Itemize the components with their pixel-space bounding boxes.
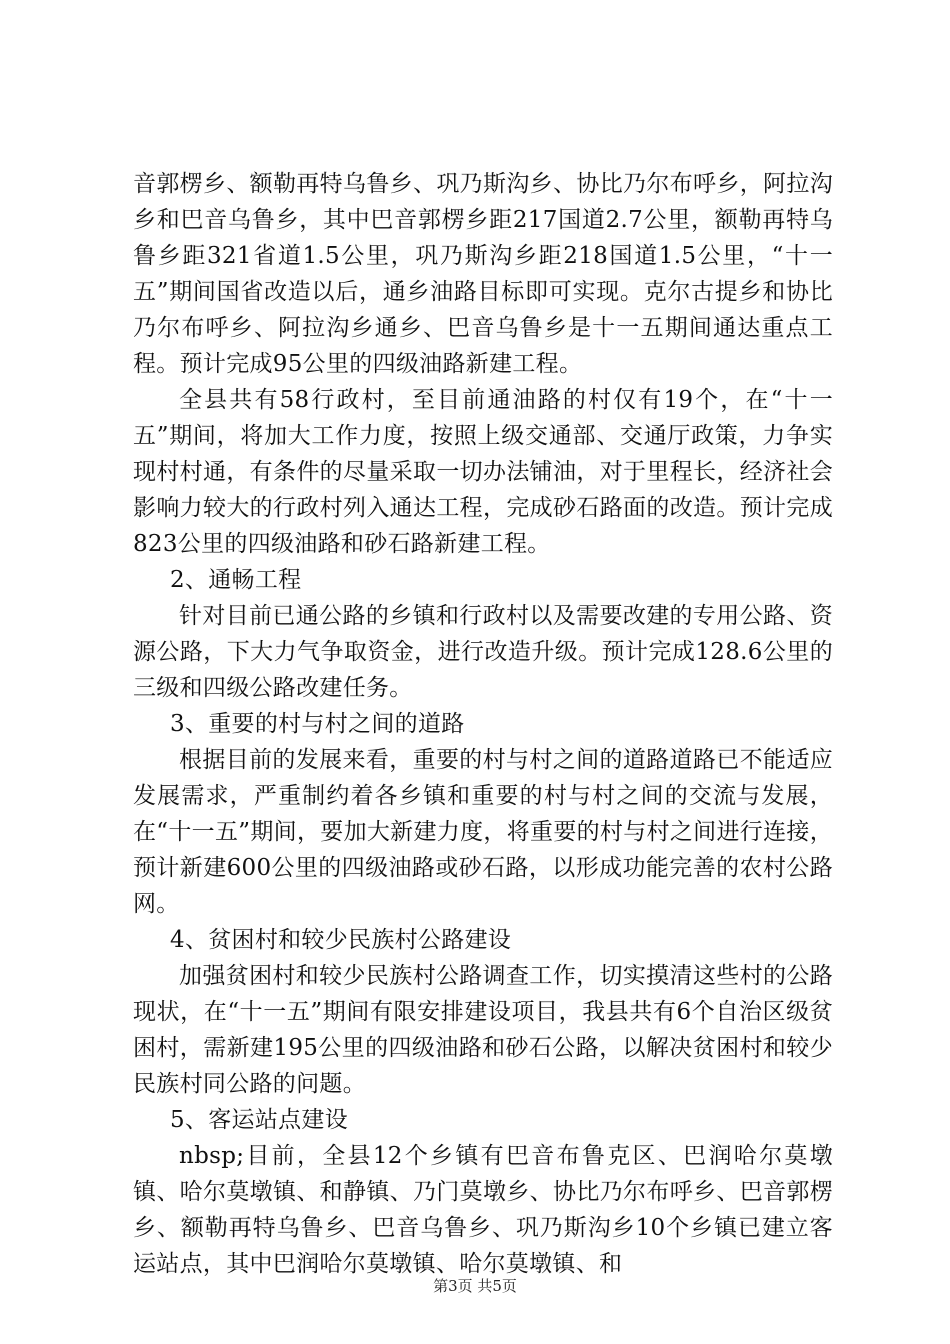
page-number-footer: 第3页 共5页 (433, 1277, 517, 1295)
section-heading-5: 5、客运站点建设 (170, 1107, 349, 1133)
paragraph-passenger-stations: nbsp;目前，全县12个乡镇有巴音布鲁克区、巴润哈尔莫墩镇、哈尔莫墩镇、和静镇、乃门莫墩乡、协比乃尔布呼乡、巴音郭楞乡、额勒再特乌鲁乡、巴音乌鲁乡、巩乃斯沟乡10个乡镇已建立客运站点，其中巴润哈尔莫墩镇、哈尔莫墩镇、和 (133, 1143, 833, 1277)
paragraph-smooth-project: 针对目前已通公路的乡镇和行政村以及需要改建的专用公路、资源公路，下大力气争取资金，进行改造升级。预计完成128.6公里的三级和四级公路改建任务。 (133, 603, 833, 701)
paragraph-village-roads: 全县共有58行政村，至目前通油路的村仅有19个，在“十一五”期间，将加大工作力度，按照上级交通部、交通厅政策，力争实现村村通，有条件的尽量采取一切办法铺油，对于里程长，经济社会影响力较大的行政村列入通达工程，完成砂石路面的改造。预计完成823公里的四级油路和砂石路新建工程。 (133, 387, 833, 557)
paragraph-inter-village-roads: 根据目前的发展来看，重要的村与村之间的道路道路已不能适应发展需求，严重制约着各乡镇和重要的村与村之间的交流与发展，在“十一五”期间，要加大新建力度，将重要的村与村之间进行连接，预计新建600公里的四级油路或砂石路，以形成功能完善的农村公路网。 (133, 747, 833, 917)
section-heading-2: 2、通畅工程 (170, 567, 302, 593)
paragraph-poor-villages: 加强贫困村和较少民族村公路调查工作，切实摸清这些村的公路现状，在“十一五”期间有限安排建设项目，我县共有6个自治区级贫困村，需新建195公里的四级油路和砂石公路，以解决贫困村和较少民族村同公路的问题。 (133, 963, 833, 1097)
paragraph-continued: 音郭楞乡、额勒再特乌鲁乡、巩乃斯沟乡、协比乃尔布呼乡，阿拉沟乡和巴音乌鲁乡，其中巴音郭楞乡距217国道2.7公里，额勒再特乌鲁乡距321省道1.5公里，巩乃斯沟乡距218国道1.5公里，“十一五”期间国省改造以后，通乡油路目标即可实现。克尔古提乡和协比乃尔布呼乡、阿拉沟乡通乡、巴音乌鲁乡是十一五期间通达重点工程。预计完成95公里的四级油路新建工程。 (133, 171, 833, 377)
section-heading-4: 4、贫困村和较少民族村公路建设 (170, 927, 512, 953)
document-body (133, 166, 833, 1282)
section-heading-3: 3、重要的村与村之间的道路 (170, 711, 465, 737)
